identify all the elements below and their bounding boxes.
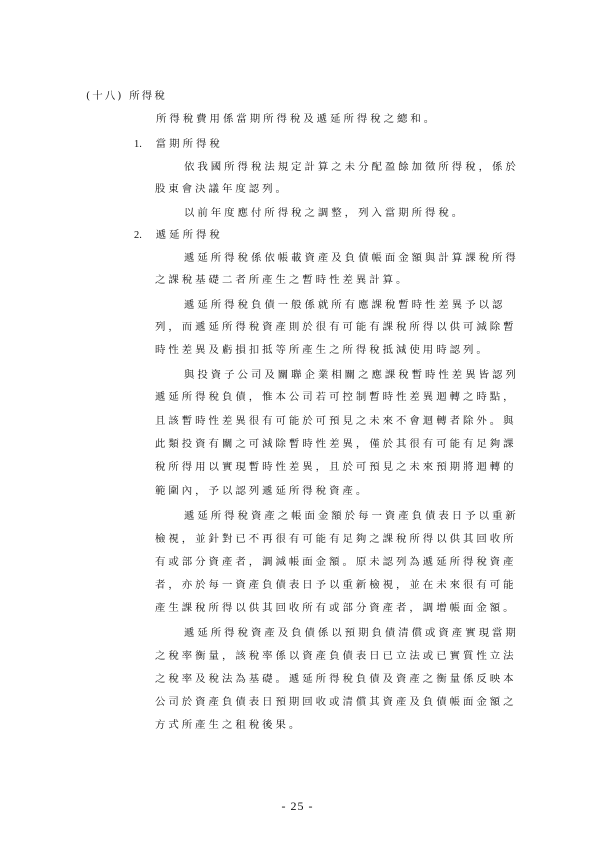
item2-p3-line1: 與投資子公司及關聯企業相關之應課稅暫時性差異皆認列 bbox=[184, 369, 519, 381]
item2-p2-line3: 時性差異及虧損扣抵等所產生之所得稅抵減使用時認列。 bbox=[155, 344, 490, 356]
item2-p4-line2: 檢視，並針對已不再很有可能有足夠之課稅所得以供其回收所 bbox=[155, 533, 517, 545]
item2-p4-line1: 遞延所得稅資產之帳面金額於每一資產負債表日予以重新 bbox=[184, 510, 519, 522]
item2-p4-line5: 產生課稅所得以供其回收所有或部分資產者，調增帳面金額。 bbox=[155, 602, 517, 614]
page-number: - 25 - bbox=[281, 799, 314, 813]
item2-p3-line4: 此類投資有關之可減除暫時性差異，僅於其很有可能有足夠課 bbox=[155, 438, 517, 450]
item2-p5-line1: 遞延所得稅資產及負債係以預期負債清償或資產實現當期 bbox=[184, 627, 519, 639]
item2-heading bbox=[134, 228, 223, 243]
item2-p1-line2: 之課稅基礎二者所產生之暫時性差異計算。 bbox=[155, 274, 410, 286]
item1-title: 當期所得稅 bbox=[155, 138, 223, 150]
item2-number: 2. bbox=[134, 230, 142, 241]
item2-p5-line3: 之稅率及稅法為基礎。遞延所得稅負債及資產之衡量係反映本 bbox=[155, 673, 517, 685]
item1-heading bbox=[134, 137, 223, 152]
item2-p3-line2: 遞延所得稅負債，惟本公司若可控制暫時性差異迴轉之時點， bbox=[155, 391, 517, 403]
item1-number: 1. bbox=[134, 139, 142, 150]
item2-title: 遞延所得稅 bbox=[155, 229, 223, 241]
item1-p1-line2: 股東會決議年度認列。 bbox=[155, 183, 289, 195]
item2-p2-line2: 列，而遞延所得稅資產則於很有可能有課稅所得以供可減除暫 bbox=[155, 321, 517, 333]
item2-p3-line6: 範圍內，予以認列遞延所得稅資產。 bbox=[155, 485, 370, 497]
item1-p1-line1: 依我國所得稅法規定計算之未分配盈餘加徵所得稅，係於 bbox=[184, 161, 519, 173]
item2-p5-line5: 方式所產生之租稅後果。 bbox=[155, 719, 303, 731]
item2-p3-line3: 且該暫時性差異很有可能於可預見之未來不會迴轉者除外。與 bbox=[155, 415, 517, 427]
item1-p2-line1: 以前年度應付所得稅之調整，列入當期所得稅。 bbox=[184, 207, 466, 219]
item2-p4-line4: 者，亦於每一資產負債表日予以重新檢視，並在未來很有可能 bbox=[155, 579, 517, 591]
item2-p1-line1: 遞延所得稅係依帳載資產及負債帳面金額與計算課稅所得 bbox=[184, 252, 519, 264]
item2-p3-line5: 稅所得用以實現暫時性差異，且於可預見之未來預期將迴轉的 bbox=[155, 461, 517, 473]
section-intro: 所得稅費用係當期所得稅及遞延所得稅之總和。 bbox=[156, 113, 438, 125]
item2-p5-line4: 公司於資產負債表日預期回收或清償其資產及負債帳面金額之 bbox=[155, 696, 517, 708]
section-heading: (十八) 所得稅 bbox=[86, 90, 167, 102]
item2-p2-line1: 遞延所得稅負債一般係就所有應課稅暫時性差異予以認 bbox=[184, 299, 506, 311]
item2-p5-line2: 之稅率衡量，該稅率係以資產負債表日已立法或已實質性立法 bbox=[155, 650, 517, 662]
item2-p4-line3: 有或部分資產者，調減帳面金額。原未認列為遞延所得稅資產 bbox=[155, 556, 517, 568]
